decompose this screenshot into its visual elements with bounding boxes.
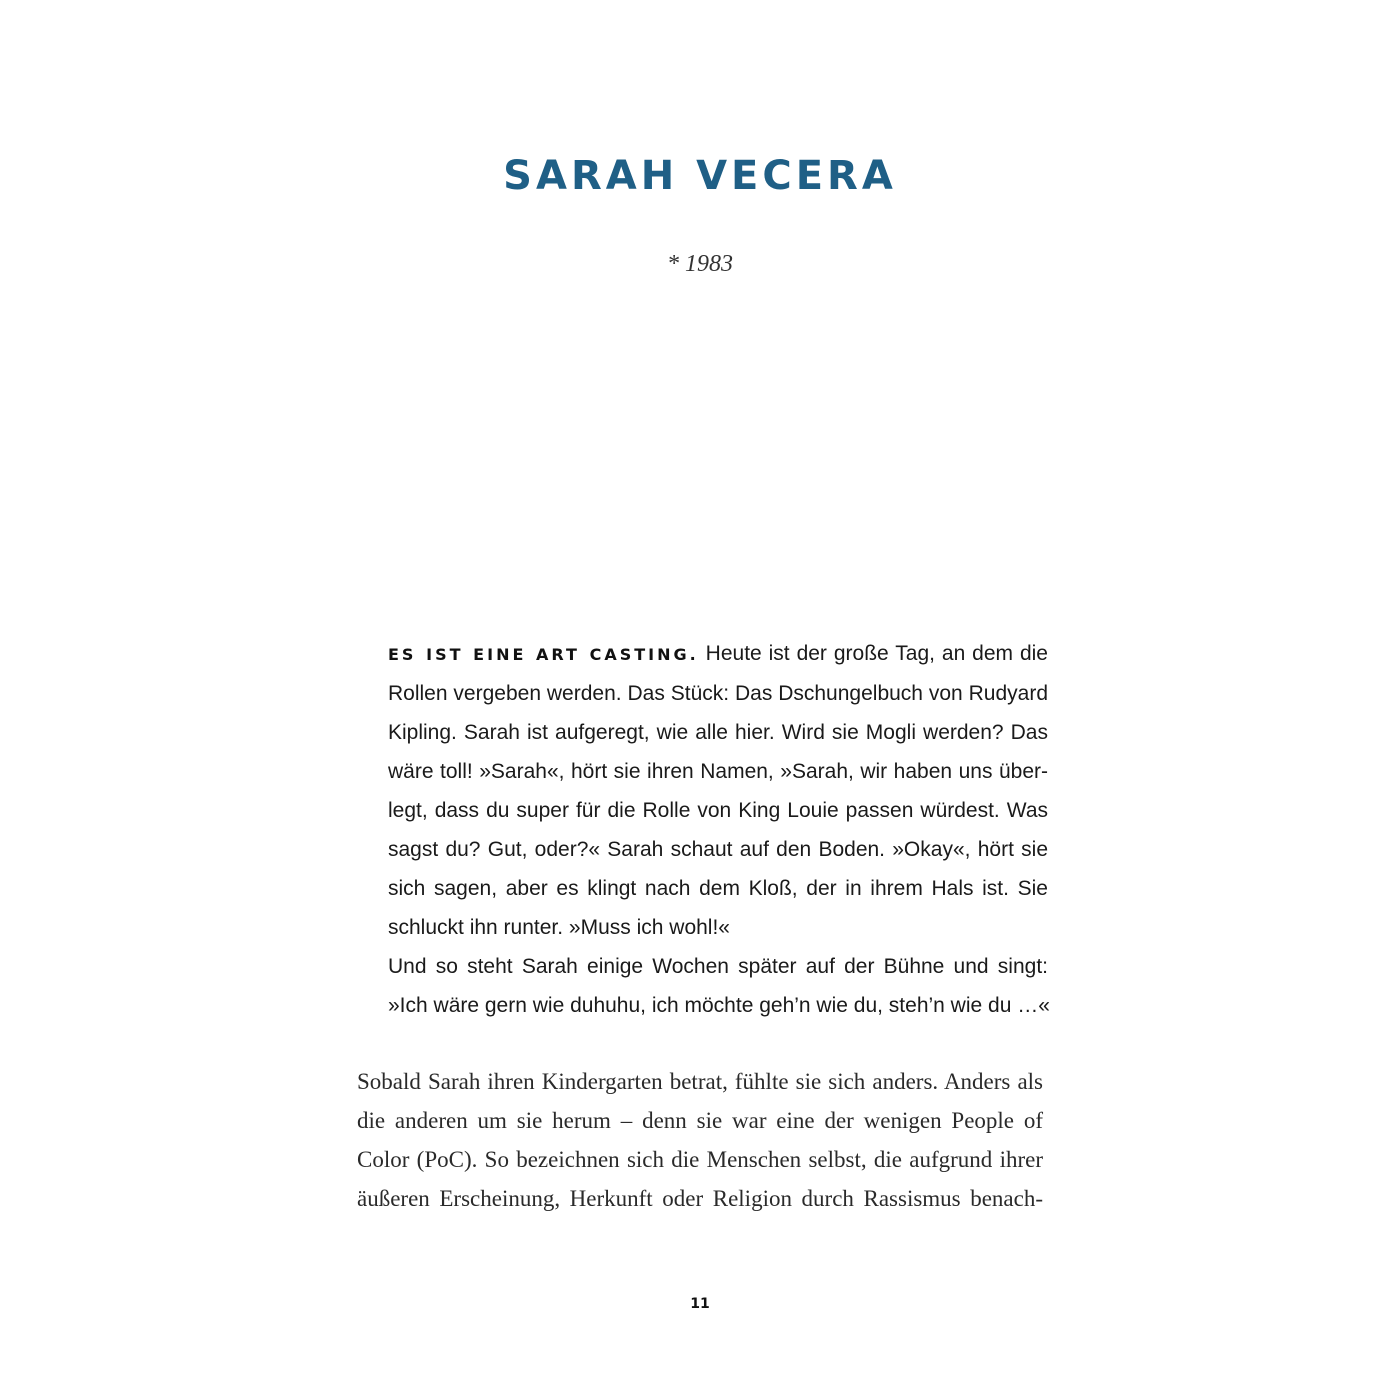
page-number: 11: [690, 1296, 710, 1312]
intro-lead: ES IST EINE ART CASTING.: [388, 645, 699, 664]
intro-line: Rollen vergeben werden. Das Stück: Das Dschungelbuch von Rudyard: [388, 682, 1048, 705]
body-line: die anderen um sie herum – denn sie war eine der wenigen People of: [357, 1108, 1043, 1133]
chapter-title: SARAH VECERA: [503, 153, 897, 199]
intro-line-text: Heute ist der große Tag, an dem die: [698, 642, 1048, 665]
birth-year: * 1983: [667, 251, 733, 277]
intro-line: schluckt ihn runter. »Muss ich wohl!«: [388, 916, 730, 939]
intro-line: Kipling. Sarah ist aufgeregt, wie alle hier. Wird sie Mogli werden? Das: [388, 721, 1048, 744]
intro-line: legt, dass du super für die Rolle von King Louie passen würdest. Was: [388, 799, 1048, 822]
body-line: Color (PoC). So bezeichnen sich die Menschen selbst, die aufgrund ihrer: [357, 1147, 1043, 1172]
body-line: äußeren Erscheinung, Herkunft oder Religion durch Rassismus benach-: [357, 1186, 1043, 1211]
intro-line: Und so steht Sarah einige Wochen später auf der Bühne und singt:: [388, 955, 1048, 978]
intro-line: sich sagen, aber es klingt nach dem Kloß, der in ihrem Hals ist. Sie: [388, 877, 1048, 900]
intro-line: wäre toll! »Sarah«, hört sie ihren Namen, »Sarah, wir haben uns über-: [388, 760, 1048, 783]
intro-line: [388, 634, 1048, 674]
intro-paragraph: [388, 634, 1048, 1025]
body-line: Sobald Sarah ihren Kindergarten betrat, fühlte sie sich anders. Anders als: [357, 1069, 1043, 1094]
body-paragraph: [357, 1062, 1043, 1218]
intro-line: sagst du? Gut, oder?« Sarah schaut auf den Boden. »Okay«, hört sie: [388, 838, 1048, 861]
intro-line: »Ich wäre gern wie duhuhu, ich möchte geh’n wie du, steh’n wie du …«: [388, 994, 1050, 1017]
